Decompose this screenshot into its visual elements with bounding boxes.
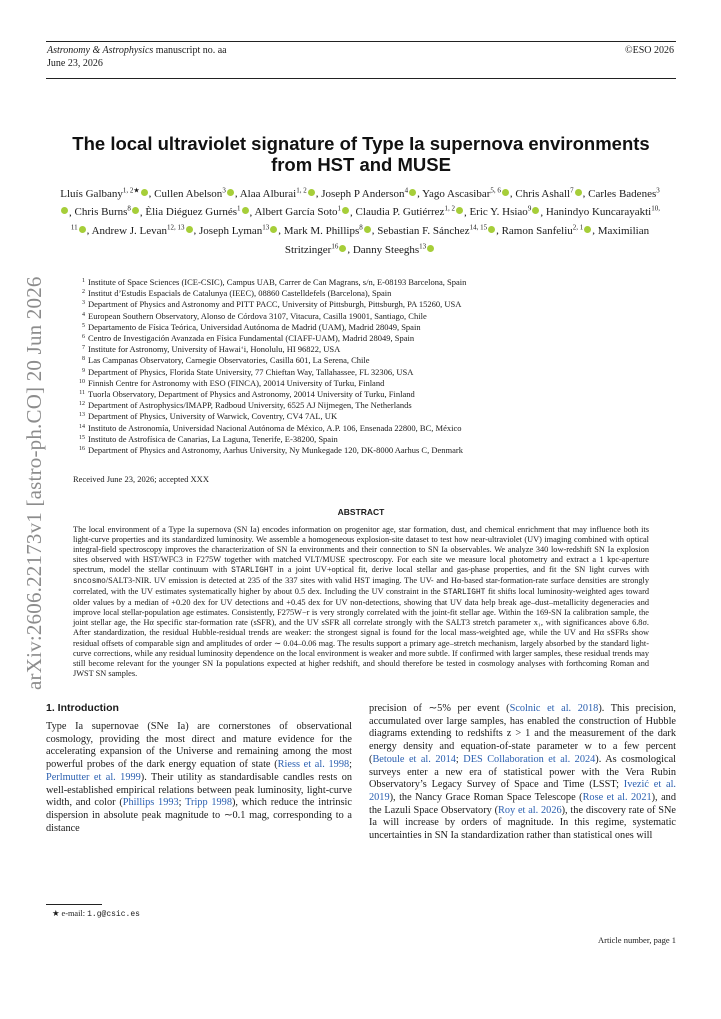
author-affiliation-marker: 1 — [237, 204, 241, 213]
author-name: Cullen Abelson — [154, 187, 223, 200]
citation-link[interactable]: Ivezić et al. 2019 — [369, 779, 677, 803]
affiliation-number: 9 — [82, 367, 85, 374]
orcid-icon[interactable] — [502, 189, 509, 196]
author — [199, 225, 278, 237]
affiliation-number: 3 — [82, 300, 85, 307]
affiliation-number: 10 — [79, 378, 85, 385]
author-affiliation-marker: 8 — [359, 223, 363, 232]
affiliation-text: Las Campanas Observatory, Carnegie Observatories, Casilla 601, La Serena, Chile — [88, 355, 370, 366]
author-name: Joseph P Anderson — [321, 187, 405, 200]
orcid-icon[interactable] — [61, 207, 68, 214]
orcid-icon[interactable] — [132, 207, 139, 214]
affiliation-number: 13 — [79, 412, 85, 419]
affiliation-item — [75, 433, 675, 444]
author-affiliation-marker: 1, 2 — [296, 186, 307, 194]
journal-name: Astronomy & Astrophysics — [47, 45, 154, 56]
title-line-2: from HST and MUSE — [271, 154, 451, 175]
author-affiliation-marker: 16 — [331, 241, 339, 250]
orcid-icon[interactable] — [141, 189, 148, 196]
affiliation-item — [75, 343, 675, 354]
code-starlight: STARLIGHT — [231, 567, 274, 576]
affiliation-text: Department of Physics and Astronomy and PITT PACC, University of Pittsburgh, Pittsburgh, PA 15260, USA — [88, 299, 462, 310]
affiliation-item — [75, 354, 675, 365]
author-affiliation-marker: 2, 1 — [572, 223, 584, 232]
affiliation-item — [75, 399, 675, 410]
author-affiliation-marker: 5, 6 — [490, 186, 501, 194]
affiliation-text: Institut d’Estudis Espacials de Catalunya (IEEC), 08860 Castelldefels (Barcelona), Spain — [88, 288, 392, 299]
affiliation-item — [75, 422, 675, 433]
orcid-icon[interactable] — [532, 207, 539, 214]
author — [75, 206, 140, 218]
author-name: Albert García Soto — [254, 206, 338, 219]
author — [321, 188, 417, 200]
author-affiliation-marker: 10, 11 — [70, 204, 660, 232]
paper-title — [46, 133, 676, 175]
affiliation-number: 4 — [82, 311, 85, 318]
author-name: Mark M. Phillips — [283, 224, 360, 237]
author-affiliation-marker: 4 — [404, 186, 409, 194]
author-name: Carles Badenes — [588, 187, 657, 200]
citation-link[interactable]: Betoule et al. 2014 — [372, 753, 456, 765]
affiliation-number: 6 — [82, 334, 85, 341]
abstract-text: The local environment of a Type Ia supernova (SN Ia) encodes information on progenitor age, star formation, dust, and chemical enrichment that may influence both its light-curve properties and its standardized luminosity. We assemble a homogeneous explosion-site dataset to test how near-ultraviolet (UV) imaging combined with optical integral-field spectroscopy improves the characterization of SN Ia environments and their connection to SN Ia observables. We analyze 340 low-redshift SN Ia explosion sites observed with HST/WFC3 in F275W together with matched VLT/MUSE spectroscopy. For each site we measure local photometry and extract a 1 kpc-aperture spectrum, model the stellar continuum with STARLIGHT in a joint UV+optical fit, derive local stellar and gas-phase properties, and fit the SN light curves with sncosmo/SALT3-NIR. UV emission is detected at 235 of the 337 sites with valid HST imaging. The UV- and Hα-based star-formation-rate surface densities are strongly correlated, with the UV estimates systematically higher by about 0.5 dex. Including the UV constraint in the STARLIGHT fit shifts local luminosity-weighted ages toward older values by a median of +0.20 dex for UV detections and +0.45 dex for UV non-detections, showing that UV data help break age–dust–metallicity degeneracies and improve local stellar-population age estimates. Consistently, F275W−r is very strongly correlated with the joint-fit stellar age. Within the 169-SN Ia calibration sample, the joint stellar age, the Hα specific star-formation rate (sSFR), and the UV sSFR all correlate strongly with the SALT3 stretch parameter x₁, with significances above 6.8σ. After standardization, the residual Hubble-residual trends are weaker: the strongest signal is found for the local mass-weighted age, while the UV and Hα sSFRs show residual offsets of comparable sign and amplitudes of order ∼ 0.04–0.06 mag. The results support a primary age–stretch mechanism, largely absorbed by the standard light-curve corrections, while any residual luminosity dependence on the local environment is weaker and more subtle. If confirmed with larger samples, these residual trends may still become relevant for the younger SN Ia populations expected at higher redshift, and should therefore be tested in cosmology analyses with forthcoming Roman and JWST SN samples. — [73, 525, 649, 678]
author — [356, 206, 464, 218]
author — [469, 206, 540, 218]
journal-line — [47, 45, 227, 57]
affiliation-text: Instituto de Astrofísica de Canarias, La Laguna, Tenerife, E-38200, Spain — [88, 433, 338, 444]
orcid-icon[interactable] — [79, 226, 86, 233]
affiliation-text: Institute for Astronomy, University of Hawai‘i, Honolulu, HI 96822, USA — [88, 344, 341, 355]
orcid-icon[interactable] — [308, 189, 315, 196]
affiliation-item — [75, 310, 675, 321]
orcid-icon[interactable] — [242, 207, 249, 214]
orcid-icon[interactable] — [488, 226, 495, 233]
affiliation-text: Department of Physics and Astronomy, Aarhus University, Ny Munkegade 120, DK-8000 Aarhus C, Denmark — [88, 445, 463, 456]
author — [502, 225, 593, 237]
abstract-heading: ABSTRACT — [337, 507, 385, 517]
affiliation-text: Departamento de Física Teórica, Universidad Autónoma de Madrid (UAM), Madrid 28049, Spain — [88, 321, 421, 332]
orcid-icon[interactable] — [186, 226, 193, 233]
footnote: ★ e-mail: 1.g@csic.es — [52, 909, 140, 919]
author — [515, 188, 582, 200]
arxiv-identifier[interactable]: arXiv:2606.22173v1 [astro-ph.CO] 20 Jun 2026 — [22, 276, 46, 690]
author — [377, 225, 496, 237]
author — [92, 225, 194, 237]
author-name: Ramon Sanfeliu — [501, 224, 573, 237]
footnote-rule — [46, 904, 102, 905]
author-affiliation-marker: 3 — [222, 186, 226, 194]
affiliation-text: Instituto de Astronomía, Universidad Nacional Autónoma de México, A.P. 106, Ensenada 22800, BC, México — [88, 422, 462, 433]
author — [284, 225, 372, 237]
orcid-icon[interactable] — [409, 189, 416, 196]
author-name: Andrew J. Levan — [91, 224, 168, 237]
intro-right-column: precision of ∼5% per event (Scolnic et al. 2018). This precision, accumulated over large samples, has enabled the construction of Hubble diagrams extending to redshifts z > 1 and the measurement of the dark energy density and equation-of-state parameter w to a few percent (Betoule et al. 2014; DES Collaboration et al. 2024). As cosmological surveys enter a new era of statistical power with the Vera Rubin Observatory’s Legacy Survey of Space and Time (LSST; Ivezić et al. 2019), the Nancy Grace Roman Space Telescope (Rose et al. 2021), and the Lazuli Space Observatory (Roy et al. 2026), the discovery rate of SNe Ia will increase by orders of magnitude. In this regime, systematic uncertainties in SN Ia standardization rather than statistical ones will — [369, 703, 677, 842]
citation-link[interactable]: DES Collaboration et al. 2024 — [463, 753, 596, 765]
author-name: Chris Ashall — [515, 187, 571, 200]
affiliation-number: 11 — [79, 390, 85, 397]
affiliation-number: 8 — [82, 356, 85, 363]
affiliation-item — [75, 321, 675, 332]
author — [154, 188, 235, 200]
citation-link[interactable]: Rose et al. 2021 — [582, 791, 652, 803]
orcid-icon[interactable] — [339, 245, 346, 252]
author-name: Yago Ascasibar — [422, 187, 491, 200]
author-name: Joseph Lyman — [199, 224, 263, 237]
author-affiliation-marker: 13 — [419, 241, 427, 250]
affiliation-text: Department of Physics, Florida State University, 77 Chieftan Way, Tallahassee, FL 32306, USA — [88, 366, 414, 377]
author-affiliation-marker: 1 — [337, 204, 342, 213]
email-address[interactable]: 1.g@csic.es — [87, 910, 140, 919]
affiliation-text: European Southern Observatory, Alonso de Córdova 3107, Vitacura, Casilla 19001, Santiago, Chile — [88, 310, 427, 321]
author-list: Lluís Galbany$^{1, 2★}$ , Cullen Abelson$^3$ , Alaa Alburai$^{1, 2}$ , Joseph P Anderson$^4$ , Yago Ascasibar$^{5, 6}$ , Chris Ashall$^7$ , Carles Badenes$^3$, Chris Burns$^8$ , Èlia Diéguez Gurnés$^1$ , Albert García Soto$^1$ , Claudia P. Gutiérrez$^{1, 2}$ , Eric Y. Hsiao$^9$ , Hanindyo Kuncarayakti$^{10, 11}$ , Andrew J. Levan$^{12, 13}$ , Joseph Lyman$^{13}$ , Mark M. Phillips$^8$ , Sebastian F. Sánchez$^{14, 15}$ , Ramon Sanfeliu$^{2, 1}$ , Maximilian Stritzinger$^{16}$ , Danny Steeghs$^{13}$ — [60, 186, 660, 256]
author-name: Chris Burns — [74, 206, 128, 219]
affiliation-item — [75, 287, 675, 298]
citation-link[interactable]: Roy et al. 2026 — [498, 804, 562, 816]
author — [240, 188, 316, 200]
affiliation-number: 12 — [79, 401, 85, 408]
affiliation-number: 7 — [82, 345, 85, 352]
orcid-icon[interactable] — [227, 189, 234, 196]
affiliation-text: Centro de Investigación Avanzada en Física Fundamental (CIAFF-UAM), Madrid 28049, Spain — [88, 333, 415, 344]
author — [254, 206, 350, 218]
author — [60, 188, 148, 200]
footnote-star: ★ — [52, 909, 60, 918]
orcid-icon[interactable] — [456, 207, 463, 214]
author-affiliation-marker: 13 — [262, 223, 270, 232]
affiliation-number: 5 — [82, 322, 85, 329]
affiliation-list — [75, 276, 675, 455]
author-name: Claudia P. Gutiérrez — [355, 206, 445, 219]
copyright: ©ESO 2026 — [625, 45, 674, 56]
author-name: Eric Y. Hsiao — [469, 206, 528, 219]
author-name: Èlia Diéguez Gurnés — [145, 206, 238, 219]
manuscript-number: manuscript no. aa — [153, 45, 227, 56]
affiliation-item — [75, 377, 675, 388]
orcid-icon[interactable] — [270, 226, 277, 233]
author-affiliation-marker: 1, 2★ — [122, 186, 140, 194]
affiliation-item — [75, 444, 675, 455]
citation-link[interactable]: Riess et al. 1998 — [277, 759, 350, 771]
orcid-icon[interactable] — [342, 207, 349, 214]
author — [145, 206, 249, 218]
affiliation-text: Institute of Space Sciences (ICE-CSIC), Campus UAB, Carrer de Can Magrans, s/n, E-08193 Barcelona, Spain — [88, 277, 467, 287]
author-name: Maximilian Stritzinger — [284, 224, 650, 256]
title-line-1: The local ultraviolet signature of Type Ia supernova environments — [72, 133, 650, 154]
intro-left-column: Type Ia supernovae (SNe Ia) are cornerstones of observational cosmology, providing the most direct and mature evidence for the accelerating expansion of the Universe and remaining among the most powerful probes of the dark energy equation of state (Riess et al. 1998; Perlmutter et al. 1999). Their utility as standardisable candles rests on well-established empirical relations between peak luminosity, light-curve width, and color (Phillips 1993; Tripp 1998), which reduce the intrinsic dispersion in absolute peak magnitude to ∼0.1 mag, corresponding to a distance — [46, 721, 353, 834]
section-heading-introduction: 1. Introduction — [46, 702, 119, 714]
page-number: Article number, page 1 — [597, 935, 676, 945]
affiliation-item — [75, 276, 675, 287]
affiliation-number: 1 — [82, 278, 85, 284]
affiliation-item — [75, 410, 675, 421]
affiliation-item — [75, 332, 675, 343]
author-affiliation-marker: 3 — [656, 186, 660, 194]
citation-link[interactable]: Scolnic et al. 2018 — [509, 703, 599, 714]
received-date: Received June 23, 2026; accepted XXX — [73, 474, 209, 484]
author-affiliation-marker: 7 — [570, 186, 574, 194]
author-name: Danny Steeghs — [352, 243, 420, 256]
author — [352, 241, 435, 256]
orcid-icon[interactable] — [584, 226, 591, 233]
orcid-icon[interactable] — [427, 245, 434, 252]
affiliation-number: 16 — [79, 446, 85, 453]
citation-link[interactable]: Phillips 1993 — [122, 797, 179, 809]
author-affiliation-marker: 1, 2 — [444, 204, 455, 213]
affiliation-text: Tuorla Observatory, Department of Physics and Astronomy, 20014 University of Turku, Finland — [88, 389, 415, 400]
author-affiliation-marker: 14, 15 — [469, 223, 488, 232]
orcid-icon[interactable] — [364, 226, 371, 233]
affiliation-text: Department of Astrophysics/IMAPP, Radboud University, 6525 AJ Nijmegen, The Netherlands — [88, 400, 412, 411]
author — [422, 188, 510, 200]
affiliation-number: 15 — [79, 434, 85, 441]
author-name: Sebastian F. Sánchez — [377, 224, 470, 237]
affiliation-number: 2 — [82, 289, 85, 296]
affiliation-text: Finnish Centre for Astronomy with ESO (FINCA), 20014 University of Turku, Finland — [88, 377, 385, 388]
affiliation-item — [75, 298, 675, 309]
code-starlight: STARLIGHT — [443, 589, 486, 598]
journal-header — [46, 41, 676, 79]
affiliation-item — [75, 388, 675, 399]
citation-link[interactable]: Tripp 1998 — [185, 797, 232, 809]
author-affiliation-marker: 8 — [127, 204, 131, 213]
citation-link[interactable]: Perlmutter et al. 1999 — [46, 771, 141, 783]
author-name: Lluís Galbany — [60, 187, 123, 200]
affiliation-item — [75, 366, 675, 377]
author-name: Alaa Alburai — [239, 187, 297, 200]
affiliation-text: Department of Physics, University of Warwick, Coventry, CV4 7AL, UK — [88, 411, 338, 422]
author-affiliation-marker: 9 — [527, 204, 532, 213]
author-affiliation-marker: 12, 13 — [167, 223, 185, 232]
affiliation-number: 14 — [79, 423, 85, 430]
orcid-icon[interactable] — [575, 189, 582, 196]
manuscript-date: June 23, 2026 — [47, 58, 103, 69]
author-name: Hanindyo Kuncarayakti — [545, 206, 652, 219]
code-sncosmo: sncosmo — [73, 578, 106, 587]
